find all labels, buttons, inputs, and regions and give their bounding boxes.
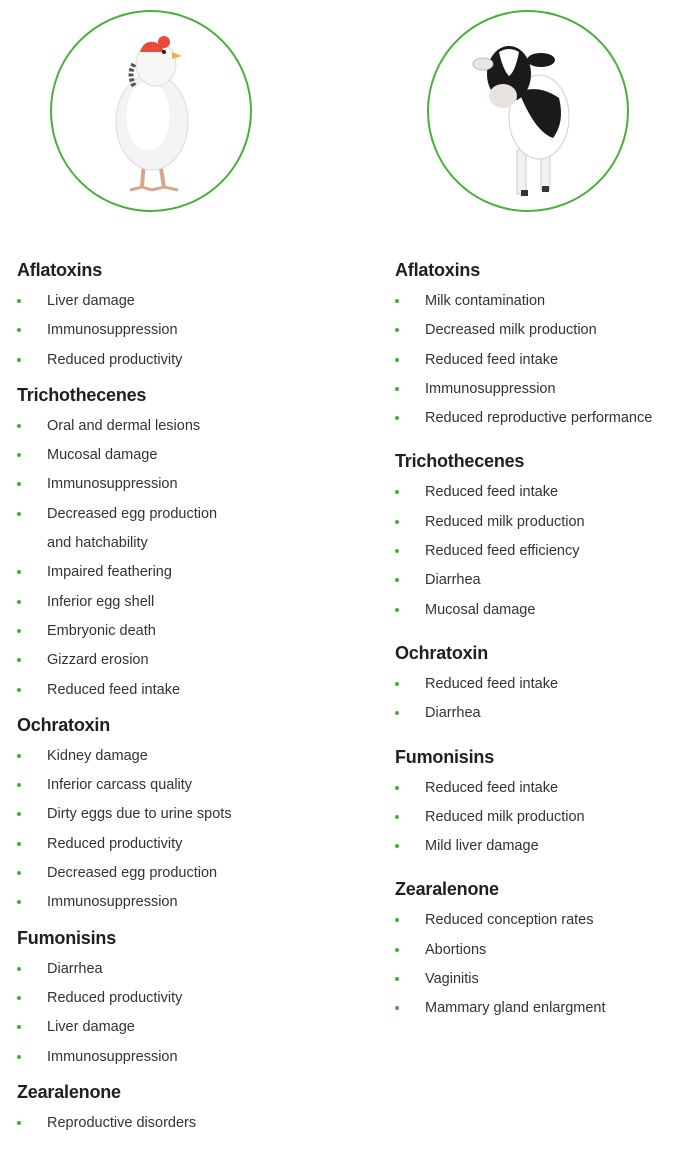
list-item-text: Mucosal damage (425, 601, 536, 618)
section-heading: Trichothecenes (17, 384, 147, 405)
bullet-icon (17, 754, 21, 758)
bullet-icon (395, 416, 399, 420)
list-item (17, 441, 307, 470)
bullet-icon (17, 1025, 21, 1029)
bullet-icon (17, 328, 21, 332)
cattle-column (395, 258, 681, 1040)
effects-list (395, 774, 681, 862)
section-heading: Fumonisins (395, 746, 495, 767)
section-heading: Aflatoxins (17, 260, 103, 280)
list-item (395, 508, 681, 537)
list-item (17, 412, 307, 441)
list-item-text: Immunosuppression (47, 322, 178, 339)
bullet-icon (17, 967, 21, 971)
list-item (395, 803, 681, 832)
bullet-icon (17, 512, 21, 516)
bullet-icon (17, 996, 21, 1000)
list-item-text: Gizzard erosion (47, 652, 149, 669)
mycotoxin-section (395, 641, 681, 729)
list-item-text: Diarrhea (47, 960, 103, 977)
list-item-text: Liver damage (47, 293, 135, 309)
list-item (395, 287, 681, 316)
list-item-text: Inferior egg shell (47, 593, 155, 610)
list-item-text: Immunosuppression (47, 1048, 178, 1065)
bullet-icon (395, 549, 399, 553)
bullet-icon (17, 570, 21, 574)
section-heading: Fumonisins (17, 927, 117, 948)
list-item (395, 478, 681, 507)
bullet-icon (395, 387, 399, 391)
list-item-text: Reduced feed efficiency (425, 543, 580, 560)
bullet-icon (17, 871, 21, 875)
bullet-icon (395, 948, 399, 952)
list-item (395, 404, 681, 433)
list-item (395, 346, 681, 375)
list-item (17, 500, 307, 529)
list-item-text: Vaginitis (425, 971, 479, 988)
bullet-icon (17, 783, 21, 787)
list-item (17, 800, 307, 829)
list-item (17, 742, 307, 771)
list-item (395, 670, 681, 699)
list-item (17, 346, 307, 375)
bullet-icon (395, 1006, 399, 1010)
bullet-icon (395, 299, 399, 303)
bullet-icon (17, 688, 21, 692)
list-item-text: Reduced productivity (47, 351, 183, 368)
list-item-text: Oral and dermal lesions (47, 417, 201, 434)
list-item (17, 984, 307, 1013)
list-item-text: Mild liver damage (425, 838, 539, 855)
list-item-text: Reduced feed intake (425, 675, 559, 692)
list-item (17, 888, 307, 917)
mycotoxin-section (17, 258, 307, 375)
bullet-icon (17, 629, 21, 633)
section-heading: Zearalenone (395, 879, 499, 900)
list-item-text: Decreased egg production (47, 865, 218, 882)
mycotoxin-section (395, 449, 681, 624)
list-item-text: Decreased egg production (47, 505, 218, 522)
list-item (17, 771, 307, 800)
list-item-text: and hatchability (47, 535, 148, 552)
effects-list (17, 287, 307, 375)
list-item (395, 994, 681, 1023)
bullet-icon (395, 682, 399, 686)
list-item-text: Reproductive disorders (47, 1114, 197, 1131)
bullet-icon (17, 424, 21, 428)
list-item-text: Diarrhea (425, 705, 481, 722)
list-item (17, 316, 307, 345)
effects-list (17, 412, 307, 705)
section-heading: Zearalenone (17, 1081, 121, 1102)
bullet-icon (17, 482, 21, 486)
list-item (395, 537, 681, 566)
mycotoxin-section (395, 877, 681, 1023)
chicken-image-circle (50, 10, 252, 212)
effects-list (395, 670, 681, 729)
effects-list (17, 742, 307, 918)
effects-list (17, 955, 307, 1072)
list-item-text: Dirty eggs due to urine spots (47, 806, 232, 823)
list-item (17, 287, 307, 316)
bullet-icon (395, 578, 399, 582)
bullet-icon (395, 520, 399, 524)
mycotoxin-section (17, 926, 307, 1072)
list-item-text: Embryonic death (47, 622, 156, 639)
bullet-icon (395, 977, 399, 981)
list-item-text: Reduced productivity (47, 989, 183, 1006)
list-item (17, 588, 307, 617)
list-item (395, 596, 681, 625)
cow-illustration (429, 12, 627, 210)
list-item (17, 1013, 307, 1042)
list-item (17, 558, 307, 587)
list-item (395, 566, 681, 595)
poultry-column (17, 258, 307, 1146)
bullet-icon (17, 299, 21, 303)
list-item (395, 965, 681, 994)
effects-list (395, 906, 681, 1023)
list-item (395, 906, 681, 935)
list-item-text: Reduced milk production (425, 808, 585, 825)
mycotoxin-section (395, 745, 681, 862)
list-item (17, 859, 307, 888)
bullet-icon (17, 1121, 21, 1125)
list-item-text: Decreased milk production (425, 322, 597, 339)
section-heading: Ochratoxin (17, 714, 111, 735)
list-item (17, 646, 307, 675)
section-heading: Trichothecenes (395, 451, 525, 472)
list-item (395, 936, 681, 965)
list-item (395, 832, 681, 861)
list-item-text: Reduced feed intake (47, 681, 181, 698)
list-item-text: Reduced feed intake (425, 484, 559, 501)
list-item-text: Reduced conception rates (425, 912, 594, 929)
bullet-icon (395, 918, 399, 922)
bullet-icon (17, 453, 21, 457)
list-item (395, 774, 681, 803)
list-item (17, 955, 307, 984)
list-item-text: Inferior carcass quality (47, 777, 193, 794)
bullet-icon (17, 658, 21, 662)
list-item-text: Impaired feathering (47, 564, 172, 581)
list-item-text: Kidney damage (47, 747, 148, 764)
bullet-icon (17, 842, 21, 846)
list-item-text: Reduced feed intake (425, 779, 559, 796)
list-item-text: Abortions (425, 941, 487, 958)
bullet-icon (17, 1055, 21, 1059)
list-item-text: Immunosuppression (425, 380, 556, 397)
bullet-icon (17, 358, 21, 362)
list-item-text: Reduced feed intake (425, 351, 559, 368)
effects-list (395, 478, 681, 624)
list-item-text: Liver damage (47, 1019, 135, 1036)
list-item (17, 470, 307, 499)
chicken-illustration (52, 12, 250, 210)
list-item (17, 676, 307, 705)
bullet-icon (395, 786, 399, 790)
mycotoxin-section (17, 383, 307, 705)
list-item (17, 1109, 307, 1138)
list-item-text: Reduced milk production (425, 513, 585, 530)
list-item-text: Mucosal damage (47, 447, 158, 464)
list-item (395, 316, 681, 345)
list-item-text: Immunosuppression (47, 476, 178, 493)
bullet-icon (395, 711, 399, 715)
bullet-icon (17, 900, 21, 904)
bullet-icon (395, 328, 399, 332)
list-item-text: Mammary gland enlargment (425, 1000, 606, 1017)
effects-list (395, 287, 681, 433)
bullet-icon (395, 490, 399, 494)
bullet-icon (395, 608, 399, 612)
section-heading: Ochratoxin (395, 642, 489, 663)
bullet-icon (395, 358, 399, 362)
effects-list (17, 1109, 307, 1138)
cow-image-circle (427, 10, 629, 212)
mycotoxin-section (17, 1080, 307, 1138)
list-item-text: Immunosuppression (47, 894, 178, 911)
mycotoxin-section (395, 258, 681, 433)
bullet-icon (17, 812, 21, 816)
list-item-text: Reduced productivity (47, 835, 183, 852)
list-item (395, 375, 681, 404)
list-item-text: Reduced reproductive performance (425, 410, 653, 427)
list-item (17, 1043, 307, 1072)
bullet-icon (395, 844, 399, 848)
mycotoxin-section (17, 713, 307, 918)
list-item (17, 617, 307, 646)
list-item (395, 699, 681, 728)
list-item-text: Diarrhea (425, 572, 481, 589)
list-item (17, 830, 307, 859)
list-item-text: Milk contamination (425, 293, 546, 309)
bullet-icon (17, 600, 21, 604)
list-item (17, 529, 307, 558)
bullet-icon (395, 815, 399, 819)
section-heading: Aflatoxins (395, 260, 481, 280)
